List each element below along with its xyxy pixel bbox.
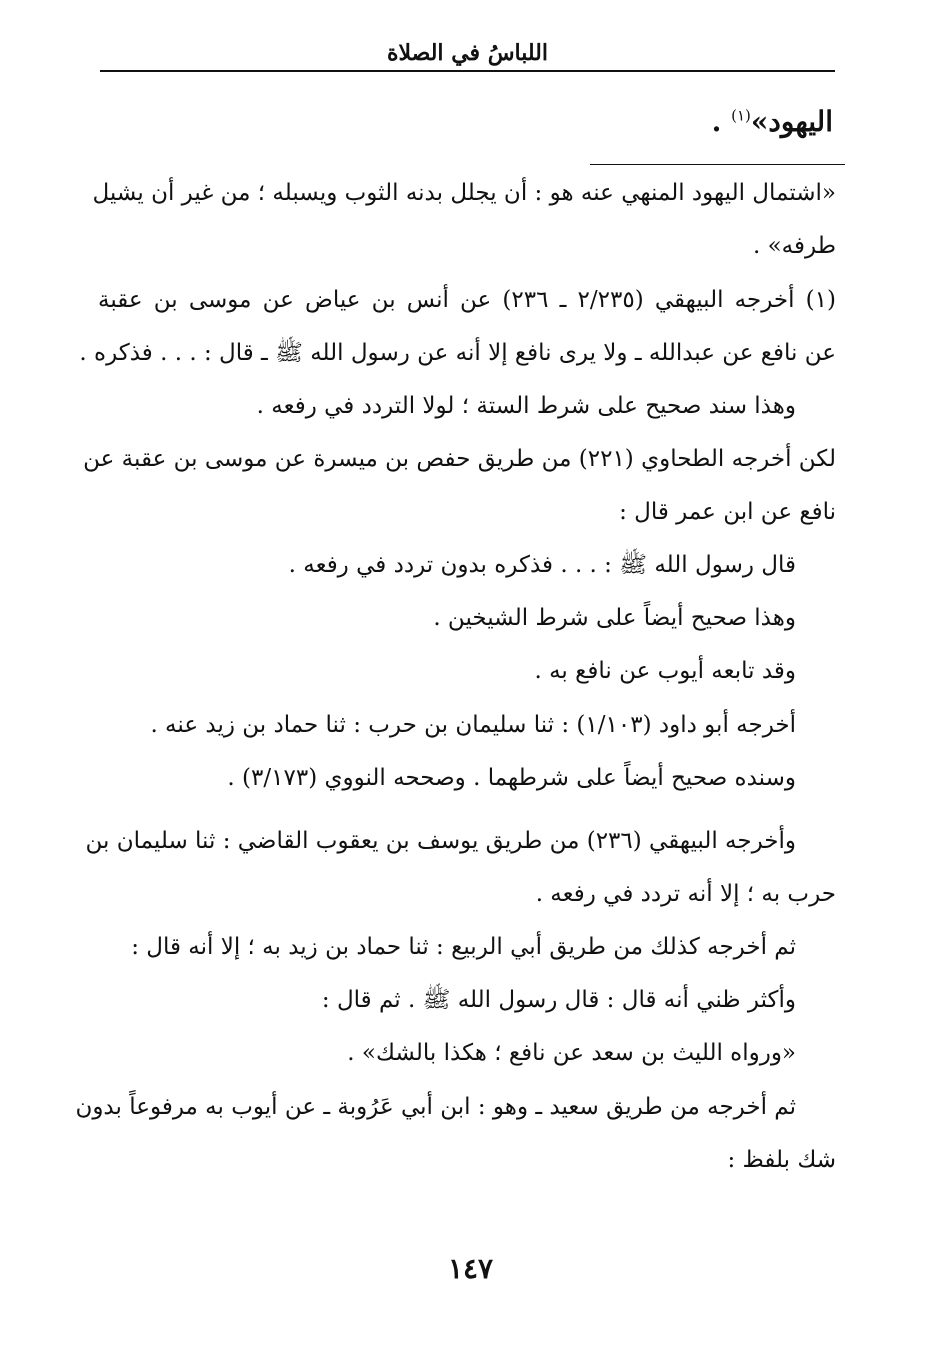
footnote-line: طرفه» . xyxy=(752,233,836,259)
footnote-line: وسنده صحيح أيضاً على شرطهما . وصححه النووي (٣/١٧٣) . xyxy=(227,765,796,791)
footnote-line: عن نافع عن عبدالله ـ ولا يرى نافع إلا أنه عن رسول الله ﷺ ـ قال : . . . فذكره . xyxy=(79,340,836,366)
main-text-line xyxy=(712,105,833,139)
main-text-end: . xyxy=(711,105,732,138)
footnote-line: (١) أخرجه البيهقي (٢/٢٣٥ ـ ٢٣٦) عن أنس بن عياض عن موسى بن عقبة xyxy=(98,287,836,313)
footnote-line: «ورواه الليث بن سعد عن نافع ؛ هكذا بالشك» . xyxy=(347,1040,796,1066)
footnote-line: وهذا سند صحيح على شرط الستة ؛ لولا التردد في رفعه . xyxy=(256,393,796,419)
footnote-line: ثم أخرجه من طريق سعيد ـ وهو : ابن أبي عَرُوبة ـ عن أيوب به مرفوعاً بدون xyxy=(75,1094,796,1120)
footnote-line: حرب به ؛ إلا أنه تردد في رفعه . xyxy=(535,881,836,907)
main-text-tail: اليهود» xyxy=(750,105,833,138)
footnote-line: أخرجه أبو داود (١/١٠٣) : ثنا سليمان بن حرب : ثنا حماد بن زيد عنه . xyxy=(150,712,796,738)
running-head-title: اللباسُ في الصلاة xyxy=(386,40,548,66)
footnote-line: وأخرجه البيهقي (٢٣٦) من طريق يوسف بن يعقوب القاضي : ثنا سليمان بن xyxy=(85,828,796,854)
header-rule xyxy=(100,70,835,72)
footnote-separator-rule xyxy=(590,164,845,165)
footnote-line: وهذا صحيح أيضاً على شرط الشيخين . xyxy=(433,605,796,631)
footnote-reference: (١) xyxy=(731,106,751,125)
footnote-line: وقد تابعه أيوب عن نافع به . xyxy=(534,658,796,684)
page-number: ١٤٧ xyxy=(447,1252,494,1285)
footnote-line: قال رسول الله ﷺ : . . . فذكره بدون تردد في رفعه . xyxy=(288,552,796,578)
footnote-line: «اشتمال اليهود المنهي عنه هو : أن يجلل بدنه الثوب ويسبله ؛ من غير أن يشيل xyxy=(92,180,836,206)
footnote-line: وأكثر ظني أنه قال : قال رسول الله ﷺ . ثم قال : xyxy=(321,987,796,1013)
footnote-line: نافع عن ابن عمر قال : xyxy=(619,499,836,525)
footnote-line: شك بلفظ : xyxy=(727,1147,836,1173)
footnote-line: ثم أخرجه كذلك من طريق أبي الربيع : ثنا حماد بن زيد به ؛ إلا أنه قال : xyxy=(131,934,796,960)
footnote-line: لكن أخرجه الطحاوي (٢٢١) من طريق حفص بن ميسرة عن موسى بن عقبة عن xyxy=(83,446,836,472)
